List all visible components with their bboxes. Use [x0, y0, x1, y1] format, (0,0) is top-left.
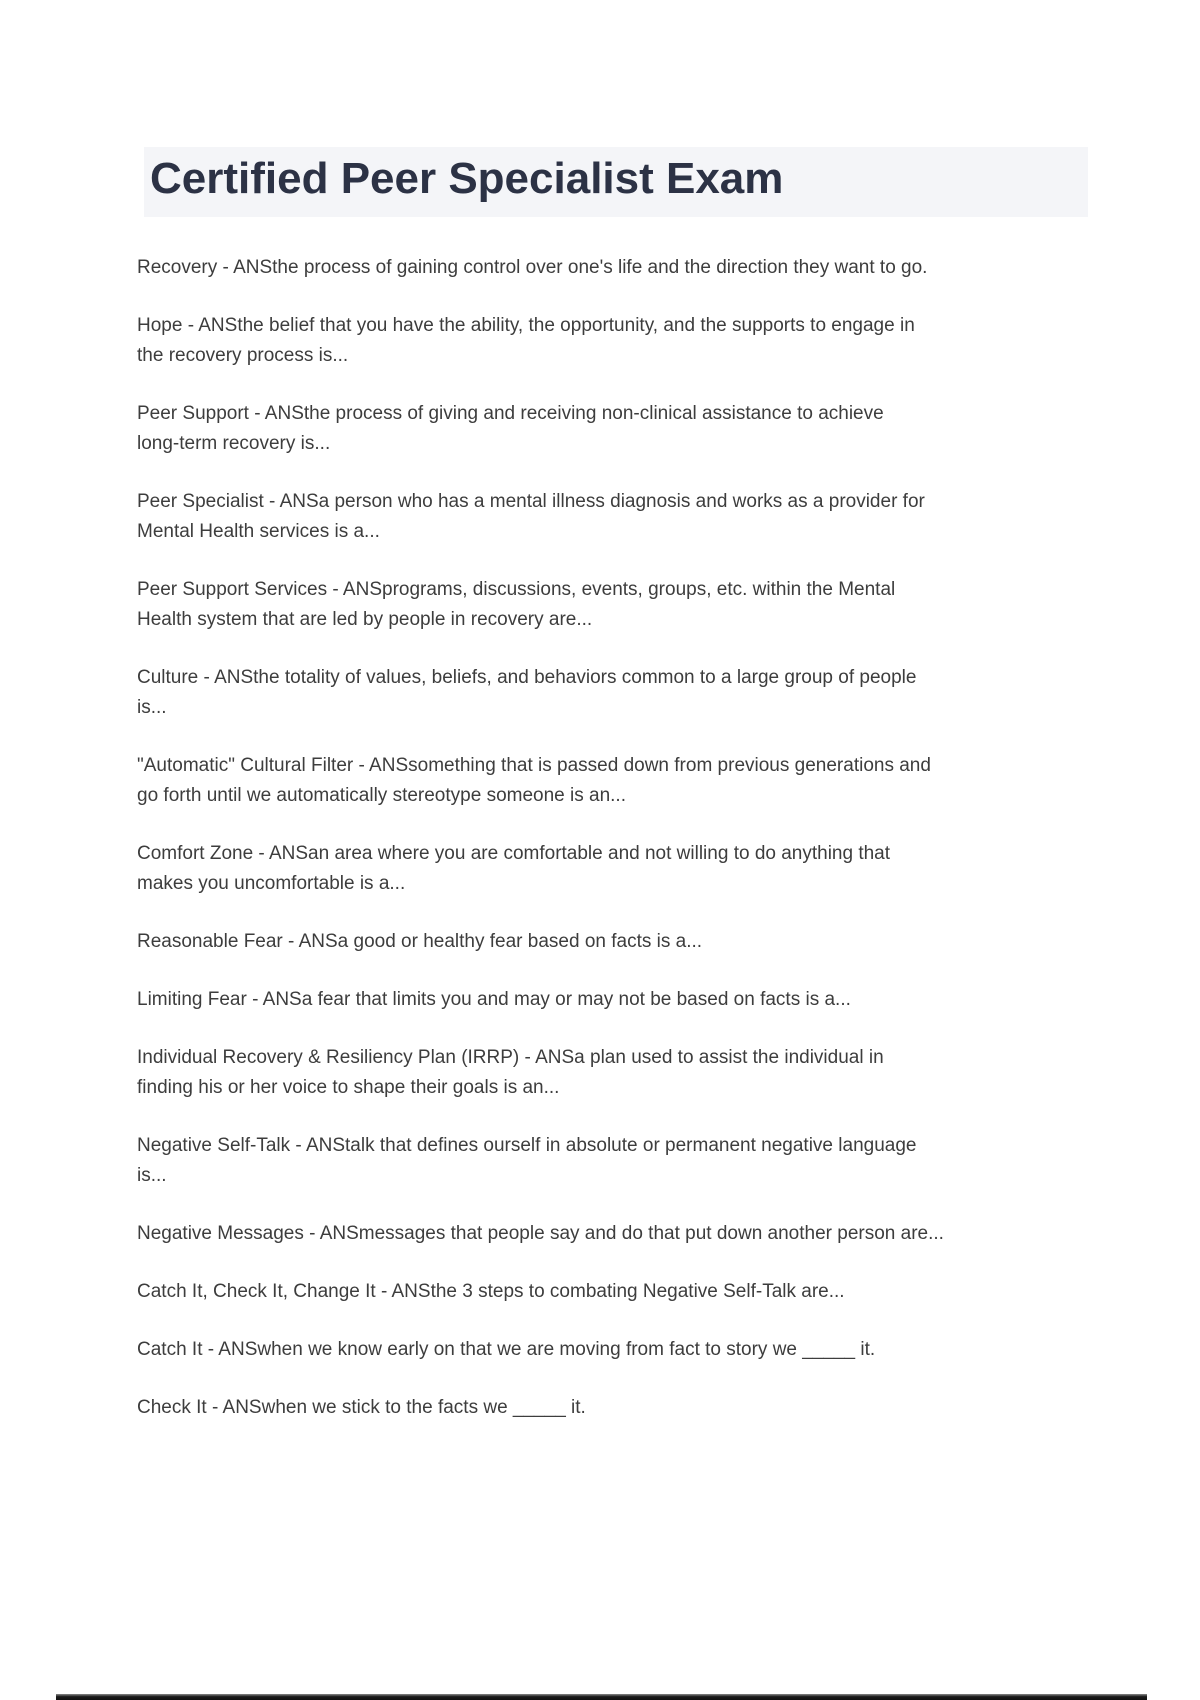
entry-line: Check It - ANSwhen we stick to the facts we _____ it. — [137, 1397, 586, 1418]
entry-line: the recovery process is... — [137, 345, 349, 366]
definition-entry — [137, 1131, 1017, 1191]
definition-entry — [137, 751, 1017, 811]
entry-line: Catch It - ANSwhen we know early on that we are moving from fact to story we _____ it. — [137, 1339, 876, 1360]
definition-entry — [137, 985, 1017, 1015]
definition-entry — [137, 1335, 1017, 1365]
definition-entry — [137, 1393, 1017, 1423]
entry-line: Individual Recovery & Resiliency Plan (IRRP) - ANSa plan used to assist the individual in — [137, 1047, 884, 1068]
definition-entry — [137, 487, 1017, 547]
entry-line: Negative Self-Talk - ANStalk that defines ourself in absolute or permanent negative language — [137, 1135, 917, 1156]
entry-line: Limiting Fear - ANSa fear that limits you and may or may not be based on facts is a... — [137, 989, 851, 1010]
definition-entry — [137, 575, 1017, 635]
entry-line: long-term recovery is... — [137, 433, 331, 454]
definition-entry — [137, 1219, 1017, 1249]
page-break-divider — [56, 1694, 1147, 1700]
entry-line: is... — [137, 1165, 167, 1186]
entry-line: Comfort Zone - ANSan area where you are comfortable and not willing to do anything that — [137, 843, 891, 864]
entry-line: Culture - ANSthe totality of values, beliefs, and behaviors common to a large group of people — [137, 667, 917, 688]
definitions-list — [137, 253, 1017, 1423]
entry-line: Negative Messages - ANSmessages that people say and do that put down another person are... — [137, 1223, 944, 1244]
entry-line: Catch It, Check It, Change It - ANSthe 3 steps to combating Negative Self-Talk are... — [137, 1281, 845, 1302]
page-title-highlight — [144, 147, 1088, 217]
definition-entry — [137, 1043, 1017, 1103]
entry-line: Peer Specialist - ANSa person who has a mental illness diagnosis and works as a provider for — [137, 491, 925, 512]
definition-entry — [137, 253, 1017, 283]
entry-line: Mental Health services is a... — [137, 521, 380, 542]
entry-line: finding his or her voice to shape their goals is an... — [137, 1077, 560, 1098]
definition-entry — [137, 399, 1017, 459]
entry-line: Peer Support Services - ANSprograms, discussions, events, groups, etc. within the Mental — [137, 579, 896, 600]
entry-line: Health system that are led by people in recovery are... — [137, 609, 593, 630]
definition-entry — [137, 311, 1017, 371]
definition-entry — [137, 663, 1017, 723]
entry-line: "Automatic" Cultural Filter - ANSsomething that is passed down from previous generations and — [137, 755, 931, 776]
entry-line: is... — [137, 697, 167, 718]
page-title: Certified Peer Specialist Exam — [150, 154, 784, 203]
definition-entry — [137, 1277, 1017, 1307]
definition-entry — [137, 839, 1017, 899]
entry-line: Hope - ANSthe belief that you have the ability, the opportunity, and the supports to engage in — [137, 315, 915, 336]
entry-line: Reasonable Fear - ANSa good or healthy fear based on facts is a... — [137, 931, 703, 952]
entry-line: Peer Support - ANSthe process of giving and receiving non-clinical assistance to achieve — [137, 403, 884, 424]
entry-line: makes you uncomfortable is a... — [137, 873, 406, 894]
definition-entry — [137, 927, 1017, 957]
entry-line: go forth until we automatically stereotype someone is an... — [137, 785, 626, 806]
entry-line: Recovery - ANSthe process of gaining control over one's life and the direction they want to go. — [137, 257, 928, 278]
